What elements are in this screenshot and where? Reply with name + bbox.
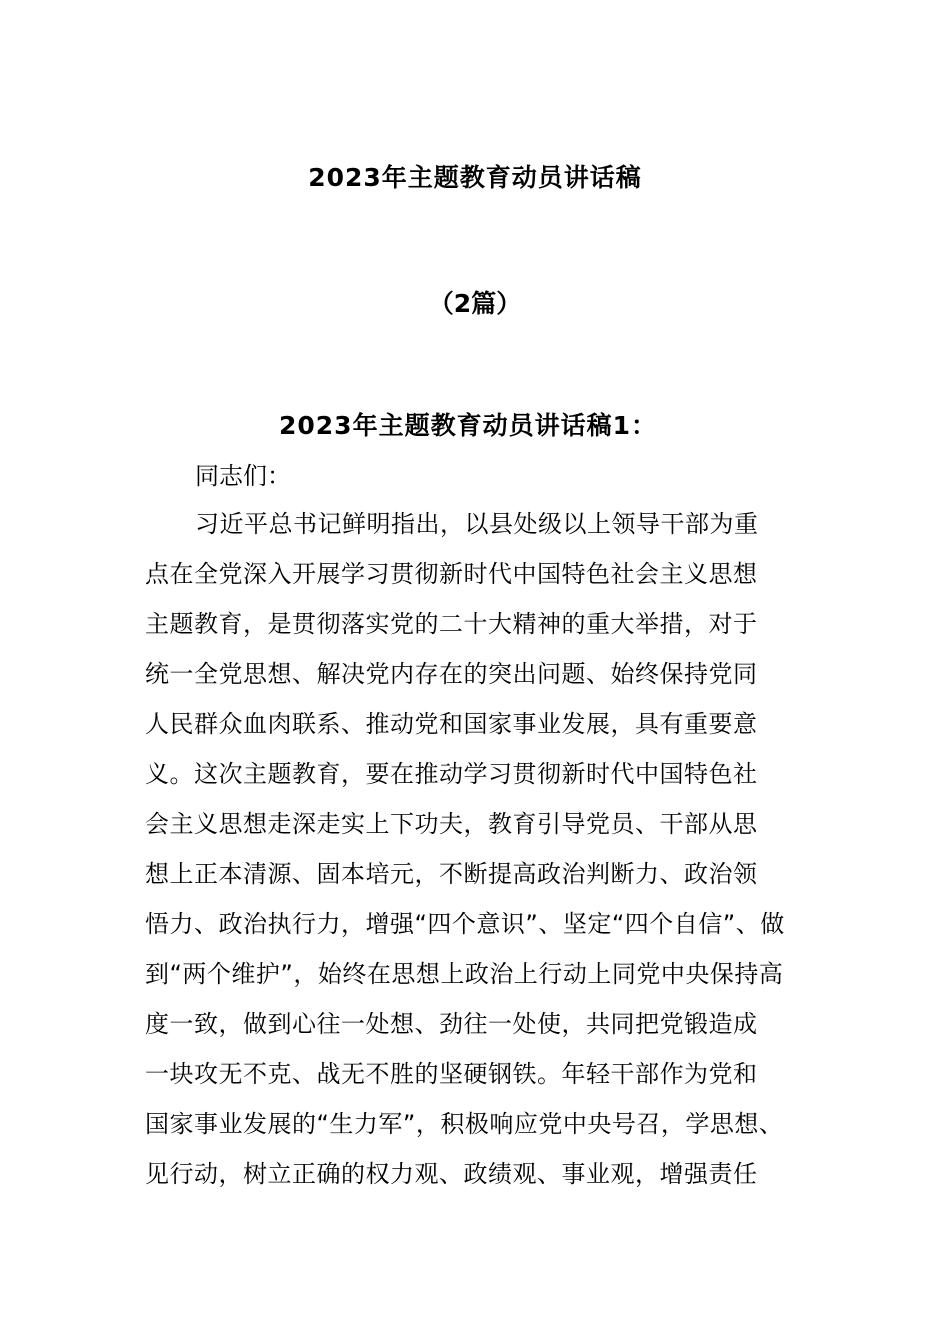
paragraph-line: 度一致，做到心往一处想、劲往一处使，共同把党锻造成	[145, 1010, 758, 1038]
document-subtitle: （2篇）	[428, 289, 522, 318]
paragraph-line: 统一全党思想、解决党内存在的突出问题、始终保持党同	[145, 660, 758, 688]
paragraph-line: 点在全党深入开展学习贯彻新时代中国特色社会主义思想	[145, 560, 758, 588]
paragraph-line: 一块攻无不克、战无不胜的坚硬钢铁。年轻干部作为党和	[145, 1060, 758, 1088]
paragraph-line: 见行动，树立正确的权力观、政绩观、事业观，增强责任	[145, 1160, 758, 1188]
document-title: 2023年主题教育动员讲话稿	[308, 163, 642, 192]
section-heading: 2023年主题教育动员讲话稿1：	[279, 411, 657, 440]
paragraph-line: 会主义思想走深走实上下功夫，教育引导党员、干部从思	[145, 810, 758, 838]
salutation: 同志们：	[195, 462, 291, 490]
paragraph-line: 到“两个维护”，始终在思想上政治上行动上同党中央保持高	[145, 960, 784, 988]
paragraph-line: 悟力、政治执行力，增强“四个意识”、坚定“四个自信”、做	[145, 910, 785, 938]
paragraph-line: 主题教育，是贯彻落实党的二十大精神的重大举措，对于	[145, 610, 758, 638]
paragraph-line: 人民群众血肉联系、推动党和国家事业发展，具有重要意	[145, 710, 758, 738]
paragraph-line: 义。这次主题教育，要在推动学习贯彻新时代中国特色社	[145, 760, 758, 788]
paragraph-line: 习近平总书记鲜明指出，以县处级以上领导干部为重	[195, 510, 759, 538]
paragraph-line: 国家事业发展的“生力军”，积极响应党中央号召，学思想、	[145, 1110, 784, 1138]
paragraph-line: 想上正本清源、固本培元，不断提高政治判断力、政治领	[145, 860, 758, 888]
body-paragraph	[145, 506, 810, 1206]
